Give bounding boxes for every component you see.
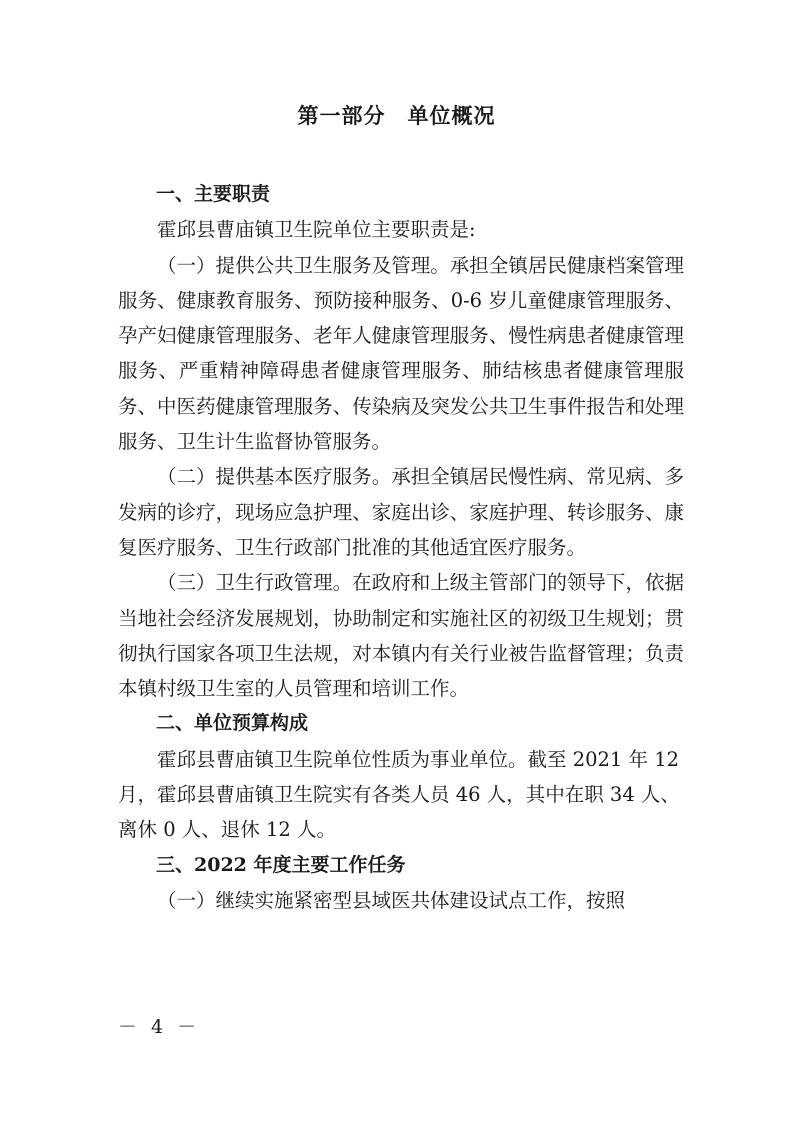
section-heading-budget: 二、单位预算构成 (156, 712, 309, 735)
page-number: － 4 － (118, 1016, 201, 1038)
paragraph-duties-intro: 霍邱县曹庙镇卫生院单位主要职责是: (157, 218, 476, 242)
heading-suffix: 年度主要工作任务 (246, 853, 406, 876)
heading-year: 2022 (194, 853, 247, 876)
document-body (118, 177, 684, 918)
paragraph-task-1: （一）继续实施紧密型县域医共体建设试点工作，按照 (157, 888, 626, 912)
section-heading-duties: 一、主要职责 (156, 183, 271, 205)
paragraph-duty-medical-service: （二）提供基本医疗服务。承担全镇居民慢性病、常见病、多发病的诊疗，现场应急护理、家庭出诊、家庭护理、转诊服务、康复医疗服务、卫生行政部门批准的其他适宜医疗服务。 (118, 465, 684, 559)
section-heading-tasks (118, 848, 684, 883)
paragraph-duty-public-health: （一）提供公共卫生服务及管理。承担全镇居民健康档案管理服务、健康教育服务、预防接种服务、0-6 岁儿童健康管理服务、孕产妇健康管理服务、老年人健康管理服务、慢性病患者健康管理服务、严重精神障碍患者健康管理服务、肺结核患者健康管理服务、中医药健康管理服务、传染病及突发公共卫生事件报告和处理服务、卫生计生监督协管服务。 (118, 253, 684, 454)
paragraph-budget-composition: 霍邱县曹庙镇卫生院单位性质为事业单位。截至 2021 年 12 月，霍邱县曹庙镇卫生院实有各类人员 46 人，其中在职 34 人、离休 0 人、退休 12 人。 (118, 747, 680, 842)
page-title: 第一部分 单位概况 (297, 104, 496, 128)
heading-prefix: 三、 (156, 853, 195, 876)
paragraph-duty-administration: （三）卫生行政管理。在政府和上级主管部门的领导下，依据当地社会经济发展规划，协助制定和实施社区的初级卫生规划；贯彻执行国家各项卫生法规，对本镇内有关行业被告监督管理；负责本镇村级卫生室的人员管理和培训工作。 (118, 571, 684, 701)
